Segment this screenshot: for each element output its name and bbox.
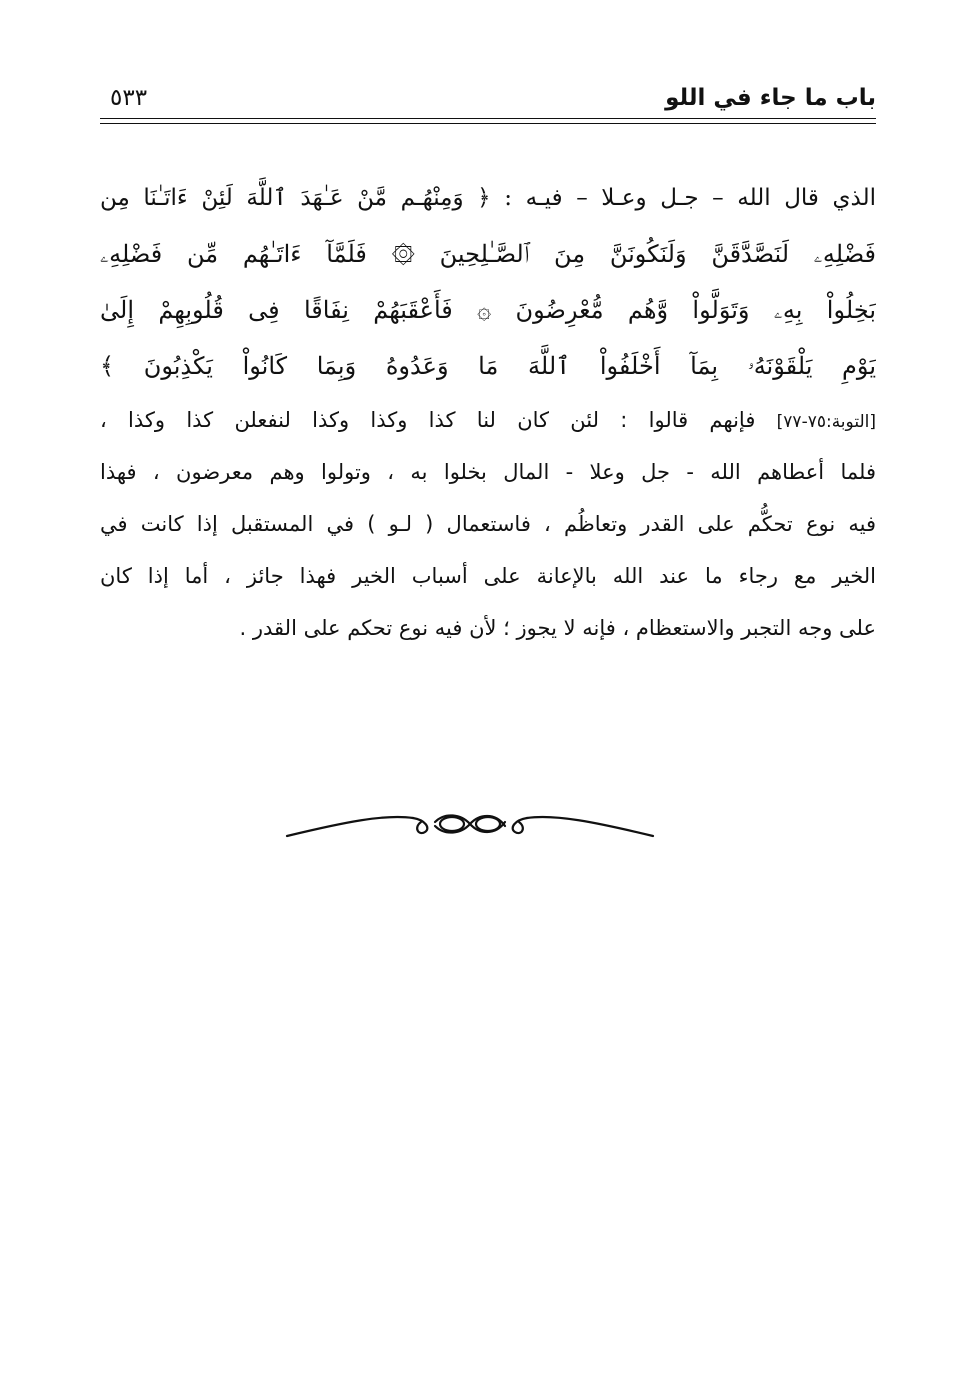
text-line-9: على وجه التجبر والاستعظام ، فإنه لا يجوز ؛ لأن فيه نوع تحكم على القدر . bbox=[239, 616, 876, 640]
quran-verse-line-4: يَوْمِ يَلْقَوْنَهُۥ بِمَآ أَخْلَفُواْ ٱللَّهَ مَا وَعَدُوهُ وَبِمَا كَانُواْ يَكْذِبُونَ ﴾ bbox=[100, 352, 876, 380]
text-line-1: الذي قال الله – جـل وعـلا – فيـه : ﴿ وَمِنْهُـم مَّنْ عَـٰهَدَ ٱللَّهَ لَئِنْ ءَاتَـٰنَا مِن bbox=[100, 185, 876, 211]
quran-verse-line-2: فَضْلِهِۦ لَنَصَّدَّقَنَّ وَلَنَكُونَنَّ مِنَ ٱلصَّـٰلِحِينَ ۞ فَلَمَّآ ءَاتَـٰهُم مِّن فَضْلِهِۦ bbox=[100, 240, 876, 268]
verse-citation: [التوبة:٧٥-٧٧] bbox=[776, 412, 876, 432]
text-line-7: فيه نوع تحكُّم على القدر وتعاظُم ، فاستعمال ( لـو ) في المستقبل إذا كانت في bbox=[100, 512, 876, 536]
quran-verse-line-3: بَخِلُواْ بِهِۦ وَتَوَلَّواْ وَّهُم مُّعْرِضُونَ ۞ فَأَعْقَبَهُمْ نِفَاقًا فِى قُلُوبِهِمْ إِلَىٰ bbox=[100, 296, 876, 324]
main-text bbox=[100, 170, 876, 654]
page-number: ٥٣٣ bbox=[110, 85, 148, 111]
header-rule-thin bbox=[100, 123, 876, 124]
end-ornament-icon bbox=[285, 792, 655, 862]
chapter-title: باب ما جاء في اللو bbox=[665, 85, 876, 111]
text-line-8: الخير مع رجاء ما عند الله بالإعانة على أسباب الخير فهذا جائز ، أما إذا كان bbox=[100, 564, 876, 588]
header-rule bbox=[100, 118, 876, 119]
page-header bbox=[100, 78, 876, 118]
text-line-5-rest: فإنهم قالوا : لئن كان لنا كذا وكذا وكذا لنفعلن كذا وكذا ، bbox=[100, 408, 756, 432]
text-line-6: فلما أعطاهم الله - جل وعلا - المال بخلوا به ، وتولوا وهم معرضون ، فهذا bbox=[100, 460, 876, 484]
text-line-5 bbox=[100, 394, 876, 446]
